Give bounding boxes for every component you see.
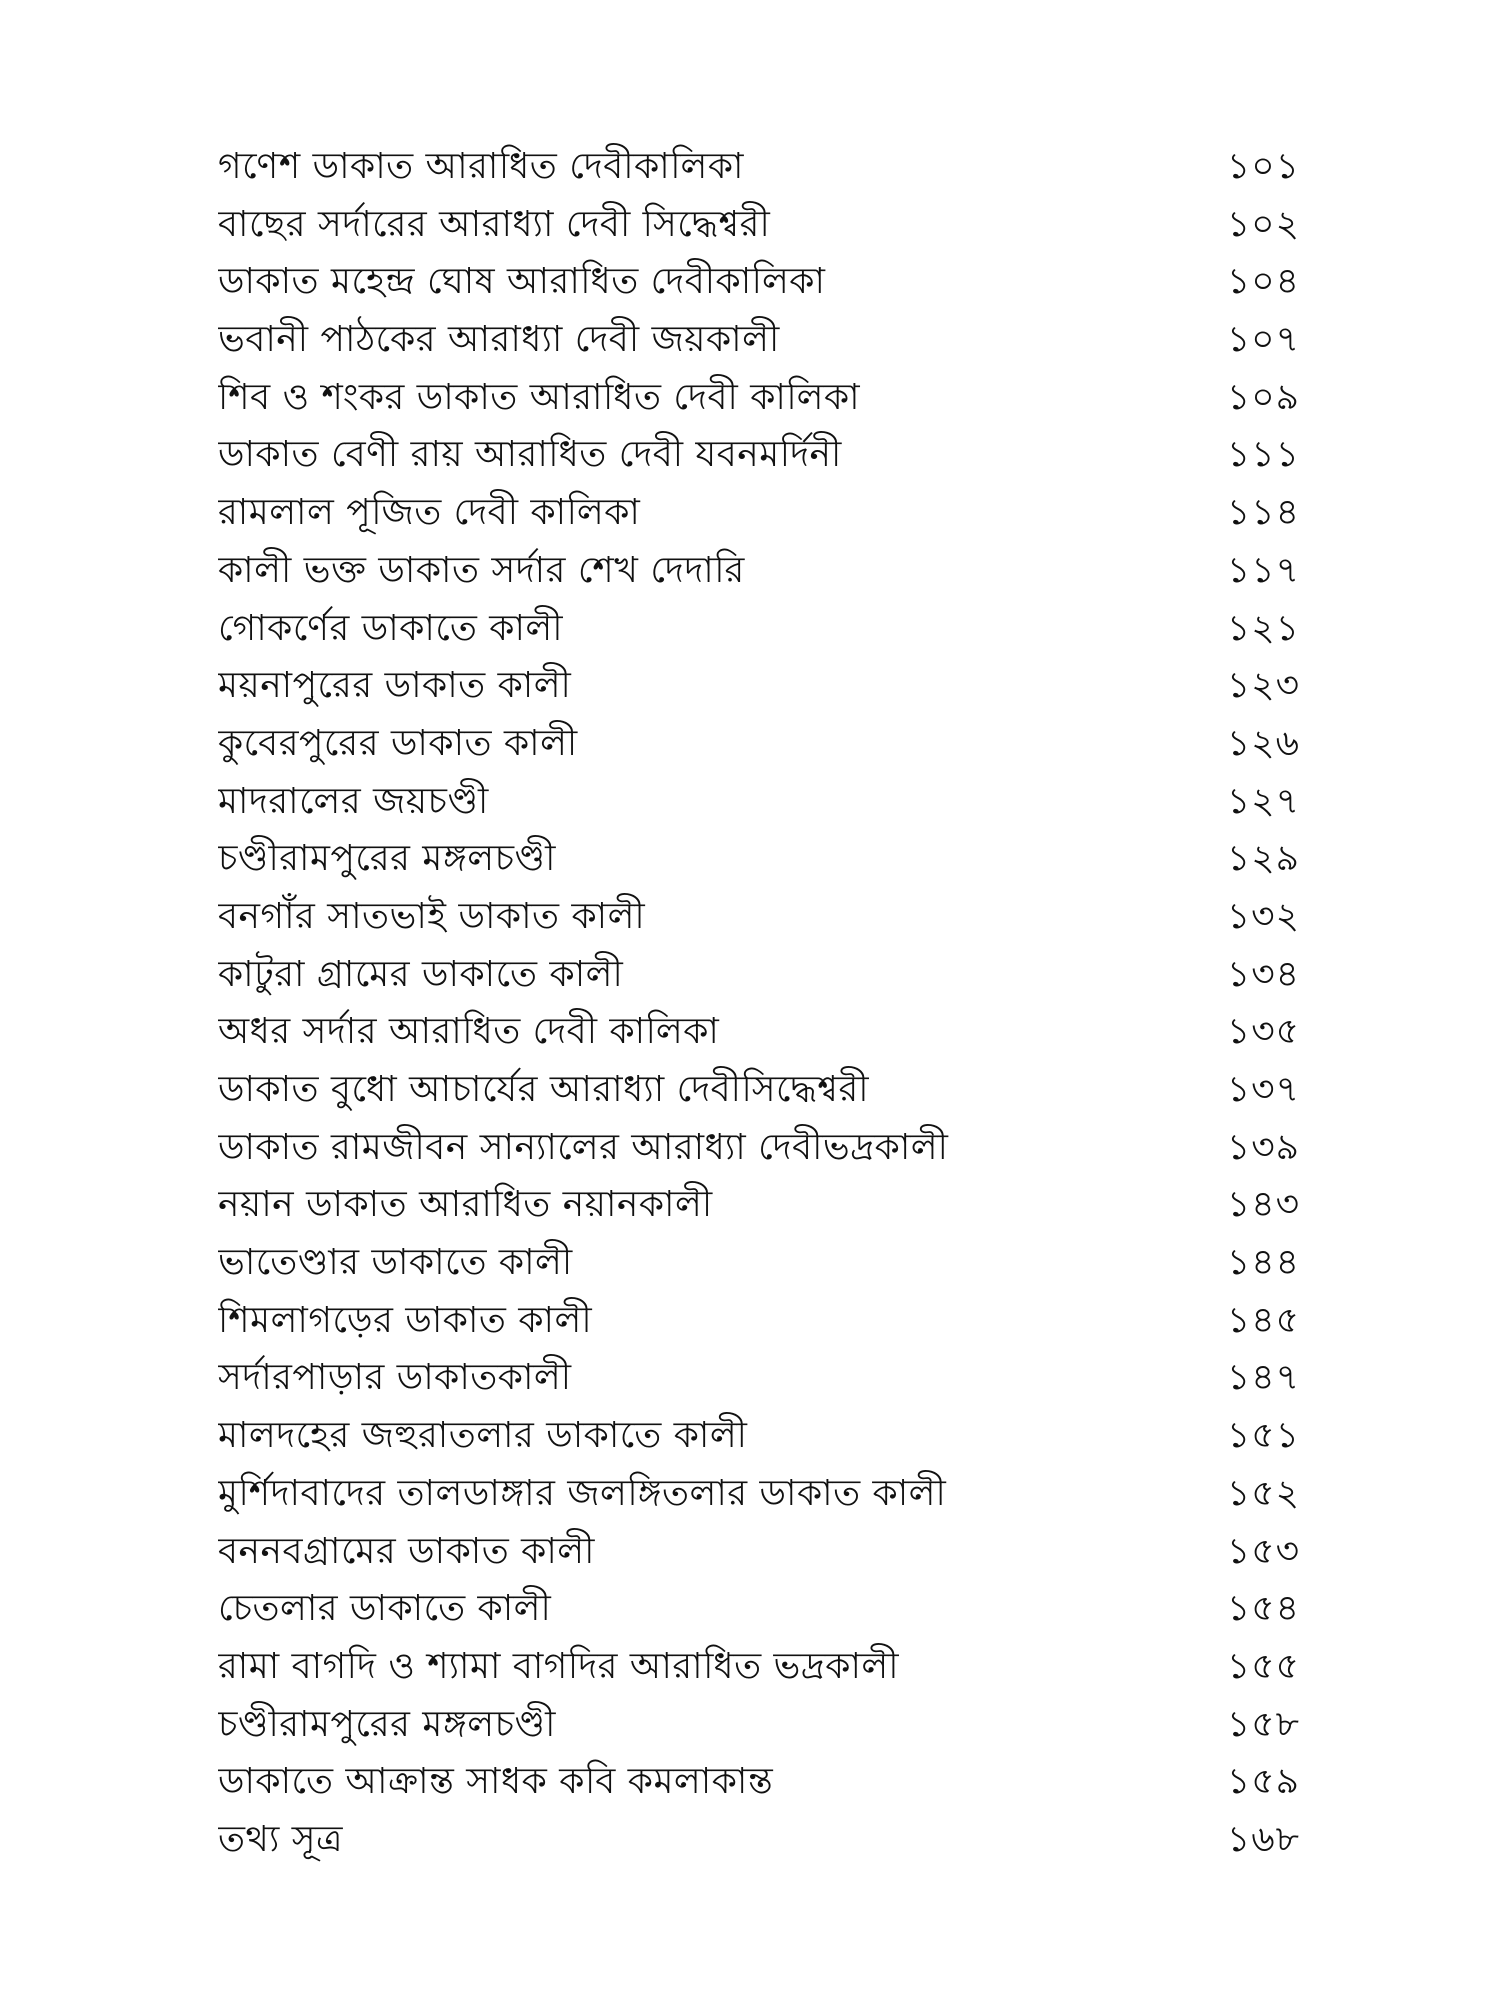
toc-entry bbox=[218, 600, 1300, 658]
toc-entry-page-number: ১০৯ bbox=[1226, 376, 1300, 418]
toc-entry-title: ময়নাপুরের ডাকাত কালী bbox=[218, 665, 572, 707]
toc-entry-page-number: ১১৪ bbox=[1226, 492, 1300, 534]
toc-entry bbox=[218, 1465, 1300, 1523]
toc-entry-title: ভবানী পাঠকের আরাধ্যা দেবী জয়কালী bbox=[218, 319, 780, 361]
toc-entry-page-number: ১৩২ bbox=[1226, 895, 1300, 937]
toc-entry bbox=[218, 830, 1300, 888]
toc-entry bbox=[218, 715, 1300, 773]
toc-entry-page-number: ১০১ bbox=[1226, 146, 1300, 187]
toc-entry-title: কালী ভক্ত ডাকাত সর্দার শেখ দেদারি bbox=[218, 549, 745, 591]
toc-entry-title: মালদহের জহুরাতলার ডাকাতে কালী bbox=[218, 1415, 748, 1457]
toc-entry-title: রামা বাগদি ও শ্যামা বাগদির আরাধিত ভদ্রকালী bbox=[218, 1645, 900, 1687]
toc-entry-page-number: ১৫২ bbox=[1226, 1472, 1300, 1514]
toc-entry-title: ভাতেণ্ডার ডাকাতে কালী bbox=[218, 1242, 573, 1284]
toc-entry bbox=[218, 1811, 1300, 1869]
toc-entry bbox=[218, 1119, 1300, 1177]
toc-entry-page-number: ১১৭ bbox=[1226, 549, 1300, 591]
toc-entry bbox=[218, 946, 1300, 1004]
toc-entry-page-number: ১০৪ bbox=[1226, 261, 1300, 303]
toc-entry-title: অধর সর্দার আরাধিত দেবী কালিকা bbox=[218, 1011, 720, 1053]
toc-entry-title: রামলাল পূজিত দেবী কালিকা bbox=[218, 492, 641, 534]
toc-entry bbox=[218, 1061, 1300, 1119]
toc-entry-title: চেতলার ডাকাতে কালী bbox=[218, 1588, 552, 1630]
toc-entry-page-number: ১২৩ bbox=[1226, 665, 1300, 707]
toc-entry-page-number: ১৬৮ bbox=[1226, 1818, 1300, 1860]
toc-entry-title: ডাকাত মহেন্দ্র ঘোষ আরাধিত দেবীকালিকা bbox=[218, 261, 826, 303]
toc-entry-page-number: ১০২ bbox=[1226, 203, 1300, 245]
toc-entry-page-number: ১৫৮ bbox=[1226, 1703, 1300, 1745]
toc-entry-page-number: ১০৭ bbox=[1226, 319, 1300, 361]
toc-entry bbox=[218, 1638, 1300, 1696]
toc-entry-title: ডাকাতে আক্রান্ত সাধক কবি কমলাকান্ত bbox=[218, 1761, 774, 1803]
toc-entry-page-number: ১৪৭ bbox=[1226, 1357, 1300, 1399]
toc-entry bbox=[218, 1176, 1300, 1234]
toc-entry bbox=[218, 1003, 1300, 1061]
toc-entry bbox=[218, 1523, 1300, 1581]
toc-entry-page-number: ১৩৭ bbox=[1226, 1069, 1300, 1110]
toc-entry-title: চণ্ডীরামপুরের মঙ্গলচণ্ডী bbox=[218, 838, 556, 880]
toc-entry-page-number: ১১১ bbox=[1226, 434, 1300, 476]
toc-entry-page-number: ১৫১ bbox=[1226, 1415, 1300, 1457]
toc-entry-page-number: ১২১ bbox=[1226, 607, 1300, 649]
toc-entry-title: মাদরালের জয়চণ্ডী bbox=[218, 780, 489, 822]
toc-entry-title: ডাকাত রামজীবন সান্যালের আরাধ্যা দেবীভদ্রকালী bbox=[218, 1126, 949, 1168]
toc-entry-page-number: ১৩৯ bbox=[1226, 1126, 1300, 1168]
toc-entry-page-number: ১৫৪ bbox=[1226, 1588, 1300, 1630]
toc-entry-title: তথ্য সূত্র bbox=[218, 1818, 343, 1860]
toc-entry-page-number: ১৩৫ bbox=[1226, 1011, 1300, 1053]
toc-entry bbox=[218, 1696, 1300, 1754]
toc-entry-title: চণ্ডীরামপুরের মঙ্গলচণ্ডী bbox=[218, 1703, 556, 1745]
toc-entry bbox=[218, 1753, 1300, 1811]
toc-entry-title: ডাকাত বেণী রায় আরাধিত দেবী যবনমর্দিনী bbox=[218, 434, 842, 476]
toc-entry-title: কাটুরা গ্রামের ডাকাতে কালী bbox=[218, 953, 624, 995]
toc-entry bbox=[218, 542, 1300, 600]
toc-entry bbox=[218, 888, 1300, 946]
toc-entry-title: নয়ান ডাকাত আরাধিত নয়ানকালী bbox=[218, 1184, 713, 1226]
toc-entry-title: মুর্শিদাবাদের তালডাঙ্গার জলঙ্গিতলার ডাকাত কালী bbox=[218, 1472, 947, 1514]
toc-entry-title: শিব ও শংকর ডাকাত আরাধিত দেবী কালিকা bbox=[218, 376, 861, 418]
toc-entry bbox=[218, 773, 1300, 831]
toc-entry bbox=[218, 369, 1300, 427]
toc-entry-title: বননবগ্রামের ডাকাত কালী bbox=[218, 1530, 595, 1572]
toc-entry bbox=[218, 138, 1300, 196]
toc-entry bbox=[218, 1580, 1300, 1638]
toc-entry-page-number: ১৪৪ bbox=[1226, 1242, 1300, 1284]
toc-entry bbox=[218, 1234, 1300, 1292]
toc-entry bbox=[218, 484, 1300, 542]
toc-entry-title: বনগাঁর সাতভাই ডাকাত কালী bbox=[218, 895, 646, 937]
toc-entry-title: বাছের সর্দারের আরাধ্যা দেবী সিদ্ধেশ্বরী bbox=[218, 203, 771, 245]
toc-entry bbox=[218, 657, 1300, 715]
toc-entry-page-number: ১৫৫ bbox=[1226, 1645, 1300, 1687]
toc-entry-page-number: ১৫৩ bbox=[1226, 1530, 1300, 1572]
toc-entry bbox=[218, 311, 1300, 369]
toc-entry bbox=[218, 1407, 1300, 1465]
toc-entry-page-number: ১৫৯ bbox=[1226, 1761, 1300, 1803]
toc-entry bbox=[218, 426, 1300, 484]
table-of-contents bbox=[218, 138, 1300, 1869]
toc-entry bbox=[218, 1292, 1300, 1350]
toc-entry bbox=[218, 196, 1300, 254]
toc-entry-title: গণেশ ডাকাত আরাধিত দেবীকালিকা bbox=[218, 146, 744, 187]
toc-entry-page-number: ১৩৪ bbox=[1226, 953, 1300, 995]
toc-entry-title: সর্দারপাড়ার ডাকাতকালী bbox=[218, 1357, 572, 1399]
toc-entry-title: গোকর্ণের ডাকাতে কালী bbox=[218, 607, 564, 649]
toc-entry bbox=[218, 253, 1300, 311]
toc-entry-page-number: ১৪৩ bbox=[1226, 1184, 1300, 1226]
toc-entry-page-number: ১২৭ bbox=[1226, 780, 1300, 822]
toc-entry-page-number: ১৪৫ bbox=[1226, 1299, 1300, 1341]
toc-entry-page-number: ১২৬ bbox=[1226, 722, 1300, 764]
toc-entry-page-number: ১২৯ bbox=[1226, 838, 1300, 880]
toc-entry-title: শিমলাগড়ের ডাকাত কালী bbox=[218, 1299, 593, 1341]
toc-entry bbox=[218, 1349, 1300, 1407]
toc-entry-title: কুবেরপুরের ডাকাত কালী bbox=[218, 722, 578, 764]
toc-entry-title: ডাকাত বুধো আচার্যের আরাধ্যা দেবীসিদ্ধেশ্বরী bbox=[218, 1069, 870, 1110]
